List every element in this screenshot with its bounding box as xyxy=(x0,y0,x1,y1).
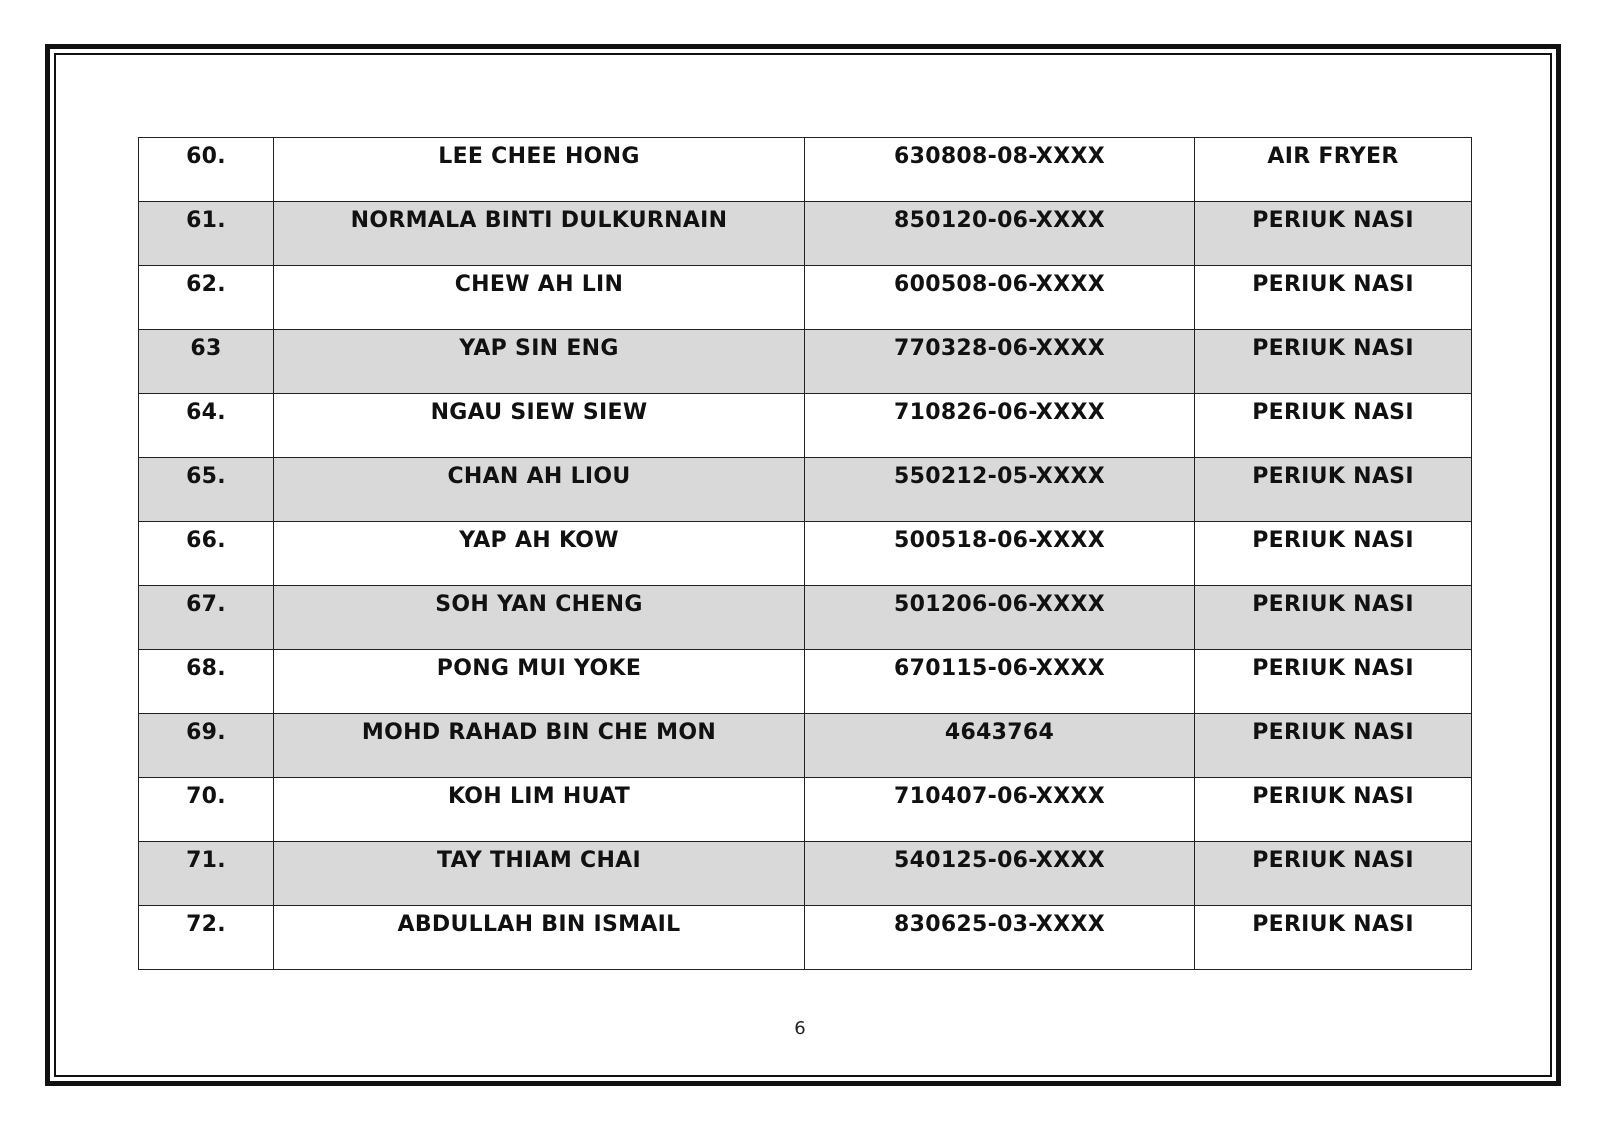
row-number: 72. xyxy=(139,906,274,970)
recipient-name: ABDULLAH BIN ISMAIL xyxy=(274,906,805,970)
ic-number: 4643764 xyxy=(805,714,1195,778)
row-number: 67. xyxy=(139,586,274,650)
row-number: 60. xyxy=(139,138,274,202)
ic-number: 830625-03-XXXX xyxy=(805,906,1195,970)
prize-item: AIR FRYER xyxy=(1195,138,1472,202)
ic-number: 500518-06-XXXX xyxy=(805,522,1195,586)
prize-item: PERIUK NASI xyxy=(1195,266,1472,330)
prize-item: PERIUK NASI xyxy=(1195,650,1472,714)
ic-number: 770328-06-XXXX xyxy=(805,330,1195,394)
recipient-name: LEE CHEE HONG xyxy=(274,138,805,202)
recipient-name: CHEW AH LIN xyxy=(274,266,805,330)
ic-number: 710407-06-XXXX xyxy=(805,778,1195,842)
table-row xyxy=(139,266,1472,330)
winners-table xyxy=(138,137,1472,970)
row-number: 63 xyxy=(139,330,274,394)
prize-item: PERIUK NASI xyxy=(1195,330,1472,394)
row-number: 62. xyxy=(139,266,274,330)
row-number: 68. xyxy=(139,650,274,714)
ic-number: 630808-08-XXXX xyxy=(805,138,1195,202)
row-number: 64. xyxy=(139,394,274,458)
row-number: 71. xyxy=(139,842,274,906)
recipient-name: CHAN AH LIOU xyxy=(274,458,805,522)
table-row xyxy=(139,586,1472,650)
table-row xyxy=(139,458,1472,522)
ic-number: 600508-06-XXXX xyxy=(805,266,1195,330)
row-number: 70. xyxy=(139,778,274,842)
recipient-name: YAP AH KOW xyxy=(274,522,805,586)
table-row xyxy=(139,394,1472,458)
recipient-name: PONG MUI YOKE xyxy=(274,650,805,714)
table-row xyxy=(139,650,1472,714)
table-row xyxy=(139,778,1472,842)
recipient-name: KOH LIM HUAT xyxy=(274,778,805,842)
table-row xyxy=(139,714,1472,778)
table-row xyxy=(139,842,1472,906)
prize-item: PERIUK NASI xyxy=(1195,778,1472,842)
table-row xyxy=(139,522,1472,586)
recipient-name: SOH YAN CHENG xyxy=(274,586,805,650)
ic-number: 710826-06-XXXX xyxy=(805,394,1195,458)
row-number: 61. xyxy=(139,202,274,266)
table-row xyxy=(139,202,1472,266)
prize-item: PERIUK NASI xyxy=(1195,522,1472,586)
ic-number: 670115-06-XXXX xyxy=(805,650,1195,714)
row-number: 69. xyxy=(139,714,274,778)
recipient-name: MOHD RAHAD BIN CHE MON xyxy=(274,714,805,778)
prize-item: PERIUK NASI xyxy=(1195,202,1472,266)
ic-number: 850120-06-XXXX xyxy=(805,202,1195,266)
table-row xyxy=(139,906,1472,970)
prize-item: PERIUK NASI xyxy=(1195,458,1472,522)
table-row xyxy=(139,138,1472,202)
recipient-name: TAY THIAM CHAI xyxy=(274,842,805,906)
recipient-name: YAP SIN ENG xyxy=(274,330,805,394)
row-number: 66. xyxy=(139,522,274,586)
recipient-name: NGAU SIEW SIEW xyxy=(274,394,805,458)
prize-item: PERIUK NASI xyxy=(1195,714,1472,778)
row-number: 65. xyxy=(139,458,274,522)
prize-item: PERIUK NASI xyxy=(1195,906,1472,970)
ic-number: 550212-05-XXXX xyxy=(805,458,1195,522)
page-number: 6 xyxy=(794,1018,806,1039)
prize-item: PERIUK NASI xyxy=(1195,586,1472,650)
ic-number: 540125-06-XXXX xyxy=(805,842,1195,906)
prize-item: PERIUK NASI xyxy=(1195,394,1472,458)
ic-number: 501206-06-XXXX xyxy=(805,586,1195,650)
prize-item: PERIUK NASI xyxy=(1195,842,1472,906)
table-row xyxy=(139,330,1472,394)
recipient-name: NORMALA BINTI DULKURNAIN xyxy=(274,202,805,266)
